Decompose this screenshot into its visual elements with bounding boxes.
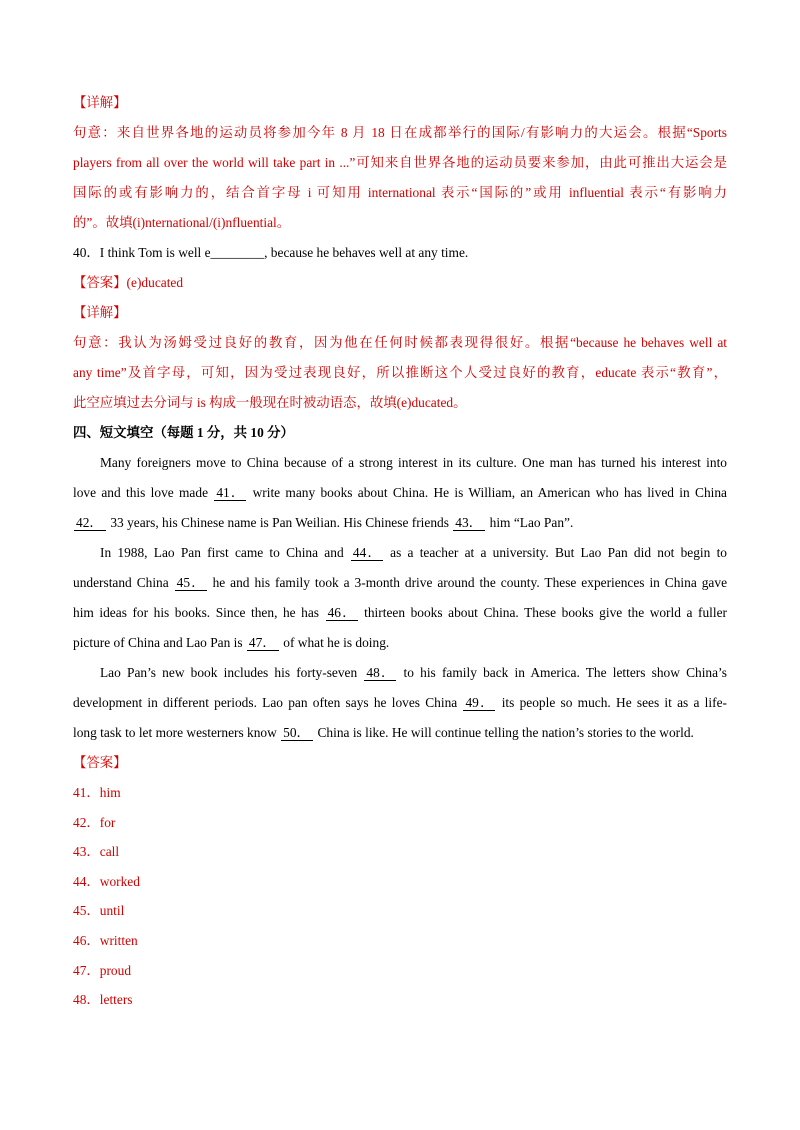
text-segment: he and his family took a 3-month drive around the county. These experiences in China gave (207, 575, 727, 590)
text-segment: long task to let more westerners know (73, 725, 281, 740)
answer-41: 41．him (73, 785, 121, 800)
text-segment: him ideas for his books. Since then, he has (73, 605, 325, 620)
text-segment: development in different periods. Lao pan often says he loves China (73, 695, 463, 710)
q39-detail-line-3: 国际的或有影响力的，结合首字母 i 可知用 international 表示“国际的”或用 influential 表示“有影响力 (73, 185, 727, 200)
passage-p3-line-2 (73, 688, 727, 718)
answer-43: 43．call (73, 844, 120, 860)
text-segment: 33 years, his Chinese name is Pan Weilian. His Chinese friends (107, 515, 453, 530)
passage-p3-line-1 (73, 658, 727, 688)
q40-detail-line-3: 此空应填过去分词与 is 构成一般现在时被动语态，故填(e)ducated。 (73, 395, 467, 410)
q39-detail-line-4: 的”。故填(i)nternational/(i)nfluential。 (73, 215, 291, 230)
answer-45: 45．until (73, 903, 125, 919)
blank-41[interactable]: 41． (216, 485, 245, 500)
text-segment: In 1988, Lao Pan first came to China and (100, 545, 350, 560)
passage-p2-line-3 (73, 598, 727, 628)
blank-43[interactable]: 43． (453, 516, 485, 531)
blank-45[interactable]: 45． (176, 575, 205, 590)
text-segment: love and this love made (73, 485, 214, 500)
answer-48: 48．letters (73, 992, 133, 1008)
blank-49[interactable]: 49． (465, 695, 494, 710)
passage-p3-line-3 (73, 718, 727, 748)
q40-detail-label: 【详解】 (73, 305, 127, 320)
blank-44[interactable]: 44． (352, 545, 381, 560)
passage-p2-line-2 (73, 568, 727, 598)
blank-46[interactable]: 46． (327, 605, 356, 620)
answer-46: 46．written (73, 932, 138, 948)
q40-detail-line-2: any time”及首字母，可知，因为受过表现良好，所以推断这个人受过良好的教育，educate 表示“教育”， (73, 365, 727, 380)
passage-p2-line-4 (73, 628, 727, 658)
text-segment: China is like. He will continue telling the nation’s stories to the world. (314, 725, 694, 740)
section-heading: 四、短文填空（每题 1 分，共 10 分） (73, 425, 294, 440)
blank-50[interactable]: 50． (281, 726, 313, 741)
passage-p1-line-2 (73, 478, 727, 508)
text-segment: him “Lao Pan”. (486, 515, 574, 530)
answers-label: 【答案】 (73, 755, 127, 770)
text-segment: Lao Pan’s new book includes his forty-seven (100, 665, 364, 680)
q39-detail-line-1: 句意：来自世界各地的运动员将参加今年 8 月 18 日在成都举行的国际/有影响力的大运会。根据“Sports (73, 125, 727, 140)
q40-answer: 【答案】(e)ducated (73, 275, 184, 290)
q39-detail-line-2: players from all over the world will take part in ...”可知来自世界各地的运动员要来参加，由此可推出大运会是 (73, 155, 727, 170)
passage-p2-line-1 (73, 538, 727, 568)
text-segment: picture of China and Lao Pan is (73, 635, 246, 650)
blank-42[interactable]: 42． (74, 516, 106, 531)
q39-detail-label: 【详解】 (73, 95, 127, 110)
document-page (73, 88, 727, 1015)
text-segment: understand China (73, 575, 174, 590)
blank-48[interactable]: 48． (366, 665, 395, 680)
q40-detail-line-1: 句意：我认为汤姆受过良好的教育，因为他在任何时候都表现得很好。根据“because he behaves well at (73, 335, 727, 350)
text-segment: its people so much. He sees it as a life- (496, 695, 727, 710)
answer-47: 47．proud (73, 962, 132, 978)
text-segment: write many books about China. He is William, an American who has lived in China (247, 485, 727, 500)
text-segment: as a teacher at a university. But Lao Pan did not begin to (383, 545, 727, 560)
answer-42: 42．for (73, 814, 116, 830)
text-segment: to his family back in America. The letters show China’s (397, 665, 727, 680)
blank-47[interactable]: 47． (247, 636, 279, 651)
text-segment: thirteen books about China. These books give the world a fuller (358, 605, 727, 620)
text-segment: of what he is doing. (279, 635, 390, 650)
passage-p1-line-1: Many foreigners move to China because of a strong interest in its culture. One man has turned his interest into (100, 455, 727, 470)
q40-question: 40．I think Tom is well e________, because he behaves well at any time. (73, 245, 469, 260)
answer-44: 44．worked (73, 873, 140, 889)
passage-p1-line-3 (73, 508, 727, 538)
